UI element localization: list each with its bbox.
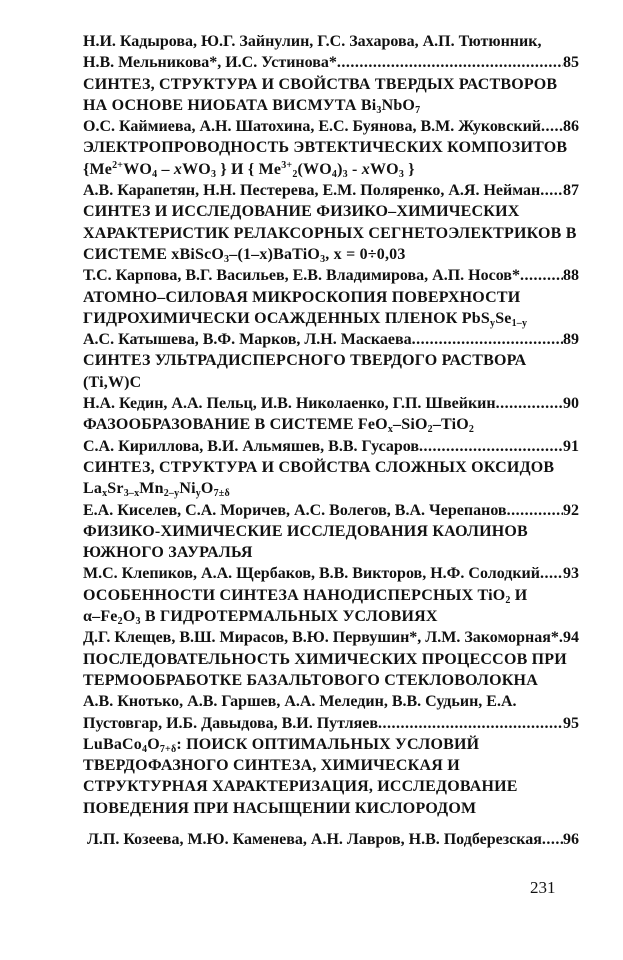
subscript: 4 <box>142 743 148 755</box>
title-segment: , x = 0÷0,03 <box>325 245 406 263</box>
title-segment: ТВЕРДОФАЗНОГО СИНТЕЗА, ХИМИЧЕСКАЯ И <box>83 757 460 775</box>
subscript: 3 <box>135 616 141 628</box>
subscript: 3 <box>376 104 382 116</box>
title-segment: СИНТЕЗ УЛЬТРАДИСПЕРСНОГО ТВЕРДОГО РАСТВОРА <box>83 352 527 370</box>
entry-title-line <box>83 201 579 222</box>
title-segment: – <box>157 160 174 178</box>
title-segment: } <box>404 160 415 178</box>
title-segment: ФАЗООБРАЗОВАНИЕ В СИСТЕМЕ FeO <box>83 416 388 434</box>
entry-title-line <box>83 798 579 819</box>
entry-title-line <box>83 649 579 670</box>
page-ref: 96 <box>563 830 579 848</box>
dot-leader <box>542 829 563 850</box>
title-text <box>83 649 567 670</box>
dot-leader <box>337 52 563 73</box>
title-segment: СИНТЕЗ, СТРУКТУРА И СВОЙСТВА ТВЕРДЫХ РАСТВОРОВ <box>83 75 558 93</box>
entry-title-line <box>83 734 579 755</box>
title-text <box>83 478 230 499</box>
entry-title-line <box>83 585 579 606</box>
title-segment: ХАРАКТЕРИСТИК РЕЛАКСОРНЫХ СЕГНЕТОЭЛЕКТРИКОВ В <box>83 224 577 242</box>
page-ref: 94 <box>563 629 579 647</box>
dot-leader <box>496 393 563 414</box>
title-text <box>83 201 520 222</box>
entry-title-line <box>83 223 579 244</box>
entry-title-line <box>83 350 579 371</box>
title-text <box>83 755 460 776</box>
title-text <box>83 223 577 244</box>
title-segment: –SiO <box>393 416 428 434</box>
title-segment: НА ОСНОВЕ НИОБАТА ВИСМУТА Bi <box>83 96 377 114</box>
title-segment: O <box>200 480 214 498</box>
title-text <box>83 350 526 371</box>
page-ref: 90 <box>563 395 579 413</box>
entry-authors-line <box>83 713 579 734</box>
title-text <box>83 457 554 478</box>
title-segment: α–Fe <box>83 608 118 626</box>
subscript: 2 <box>117 616 123 628</box>
authors-text: О.С. Каймиева, А.Н. Шатохина, Е.С. Буянова, В.М. Жуковский <box>83 118 542 136</box>
entry-authors-line <box>83 627 579 648</box>
title-segment: O <box>122 608 136 626</box>
title-segment: В ГИДРОТЕРМАЛЬНЫХ УСЛОВИЯХ <box>140 608 438 626</box>
authors-text: А.С. Катышева, В.Ф. Марков, Л.Н. Маскаева <box>83 331 412 349</box>
title-segment: WO <box>369 160 399 178</box>
subscript: 3 <box>398 168 405 180</box>
entry-authors-line <box>83 691 579 712</box>
toc-entry <box>83 649 579 734</box>
title-text <box>83 74 557 95</box>
authors-text: М.С. Клепиков, А.А. Щербаков, В.В. Викторов, Н.Ф. Солодкий <box>83 565 540 583</box>
toc-entry <box>83 734 579 850</box>
subscript: 4 <box>331 168 338 180</box>
title-text <box>83 372 141 393</box>
toc-entry <box>83 521 579 585</box>
toc-entry <box>83 414 579 457</box>
subscript: y <box>489 317 496 329</box>
entry-title-line <box>83 244 579 265</box>
title-text <box>83 606 438 627</box>
italic-variable: x <box>173 160 183 178</box>
entry-title-line <box>83 308 579 329</box>
entry-title-line <box>83 287 579 308</box>
title-segment: LuBaCo <box>83 735 142 753</box>
title-segment: Mn <box>139 480 164 498</box>
entry-authors-line <box>83 329 579 350</box>
title-segment: ЭЛЕКТРОПРОВОДНОСТЬ ЭВТЕКТИЧЕСКИХ КОМПОЗИТОВ <box>83 139 568 157</box>
entry-authors-line <box>83 563 579 584</box>
title-segment: ПОСЛЕДОВАТЕЛЬНОСТЬ ХИМИЧЕСКИХ ПРОЦЕССОВ ПРИ <box>83 650 567 668</box>
entry-title-line <box>83 670 579 691</box>
dot-leader <box>412 329 563 350</box>
dot-leader <box>378 713 563 734</box>
toc-entry <box>83 287 579 351</box>
subscript: 3 <box>224 253 230 265</box>
subscript: 3 <box>320 253 326 265</box>
subscript: y <box>195 488 201 500</box>
subscript: x <box>102 488 108 500</box>
dot-leader <box>541 116 563 137</box>
entry-authors-line <box>87 829 579 850</box>
entry-title-line <box>83 95 579 116</box>
authors-text: Е.А. Киселев, С.А. Моричев, А.С. Волегов, В.А. Черепанов <box>83 501 507 519</box>
dot-leader <box>520 265 563 286</box>
subscript: 4 <box>152 168 158 180</box>
subscript: 2–y <box>163 488 180 500</box>
entry-title-line <box>83 776 579 797</box>
title-text <box>83 414 474 435</box>
title-segment: –TiO <box>432 416 469 434</box>
entry-title-line <box>83 414 579 435</box>
entry-title-line <box>83 542 579 563</box>
title-segment: ) <box>337 160 343 178</box>
page-ref: 95 <box>563 714 579 732</box>
title-text <box>83 670 538 691</box>
entry-title-line <box>83 372 579 393</box>
title-segment: Ni <box>179 480 196 498</box>
entry-authors-line <box>83 436 579 457</box>
toc-entry <box>83 31 579 74</box>
authors-text: Пустовгар, И.Б. Давыдова, В.И. Путляев <box>83 714 379 732</box>
title-segment: WO <box>123 160 153 178</box>
entry-authors-line <box>83 52 579 73</box>
toc-entry <box>83 585 579 649</box>
entry-title-line <box>83 74 579 95</box>
title-text <box>83 776 518 797</box>
title-text <box>83 244 406 265</box>
title-segment: ПОВЕДЕНИЯ ПРИ НАСЫЩЕНИИ КИСЛОРОДОМ <box>83 799 477 817</box>
title-segment: ОСОБЕННОСТИ СИНТЕЗА НАНОДИСПЕРСНЫХ TiO <box>83 586 506 604</box>
entry-authors-line <box>83 265 579 286</box>
subscript: 3–x <box>123 488 140 500</box>
title-segment: O <box>147 735 160 753</box>
subscript: 3 <box>210 168 217 180</box>
authors-text: Н.А. Кедин, А.А. Пельц, И.В. Николаенко, Г.П. Швейкин <box>83 395 496 413</box>
authors-text: Л.П. Козеева, М.Ю. Каменева, А.Н. Лавров, Н.В. Подберезская <box>87 830 542 848</box>
title-segment: ФИЗИКО-ХИМИЧЕСКИЕ ИССЛЕДОВАНИЯ КАОЛИНОВ <box>83 522 528 540</box>
toc-entry <box>83 137 579 201</box>
title-text <box>83 137 567 158</box>
title-segment: La <box>83 480 103 498</box>
title-segment: (WO <box>297 160 332 178</box>
authors-text: Н.В. Мельникова*, И.С. Устинова* <box>83 54 337 72</box>
toc-entry <box>83 74 579 138</box>
title-text <box>83 159 415 180</box>
title-text <box>83 542 253 563</box>
title-segment: NbO <box>381 96 416 114</box>
entry-title-line <box>83 606 579 627</box>
toc-entry <box>83 201 579 286</box>
dot-leader <box>507 500 563 521</box>
title-segment: АТОМНО–СИЛОВАЯ МИКРОСКОПИЯ ПОВЕРХНОСТИ <box>83 288 521 306</box>
title-segment: ЮЖНОГО ЗАУРАЛЬЯ <box>83 544 253 562</box>
title-segment: } И { Me <box>216 160 282 178</box>
page-ref: 89 <box>563 331 579 349</box>
title-segment: СТРУКТУРНАЯ ХАРАКТЕРИЗАЦИЯ, ИССЛЕДОВАНИЕ <box>83 778 518 796</box>
title-text <box>83 585 527 606</box>
entry-title-line <box>83 521 579 542</box>
authors-text: Т.С. Карпова, В.Г. Васильев, Е.В. Владимирова, А.П. Носов* <box>83 267 520 285</box>
entry-authors-line <box>83 393 579 414</box>
dot-leader <box>540 563 563 584</box>
subscript: 2 <box>427 424 433 436</box>
subscript: x <box>387 424 394 436</box>
title-segment: Sr <box>107 480 124 498</box>
title-segment: {Me <box>83 160 113 178</box>
superscript: 3+ <box>281 159 293 171</box>
entry-authors-line <box>83 31 579 52</box>
page-number: 231 <box>530 878 556 897</box>
title-segment: : ПОИСК ОПТИМАЛЬНЫХ УСЛОВИЙ <box>176 735 480 753</box>
title-segment: СИНТЕЗ И ИССЛЕДОВАНИЕ ФИЗИКО–ХИМИЧЕСКИХ <box>83 203 520 221</box>
entry-authors-line <box>83 180 579 201</box>
page-ref: 92 <box>563 501 579 519</box>
title-segment: ТЕРМООБРАБОТКЕ БАЗАЛЬТОВОГО СТЕКЛОВОЛОКНА <box>83 671 538 689</box>
title-segment: ГИДРОХИМИЧЕСКИ ОСАЖДЕННЫХ ПЛЕНОК PbS <box>83 309 490 327</box>
subscript: 2 <box>292 168 298 180</box>
title-text <box>83 95 420 116</box>
subscript: 7 <box>415 104 421 116</box>
title-segment: СИСТЕМЕ xBiScO <box>83 245 225 263</box>
toc-entry <box>83 350 579 414</box>
superscript: 2+ <box>112 159 124 171</box>
authors-text: Н.И. Кадырова, Ю.Г. Зайнулин, Г.С. Захарова, А.П. Тютюнник, <box>83 33 542 50</box>
authors-text: А.В. Карапетян, Н.Н. Пестерева, Е.М. Поляренко, А.Я. Нейман <box>83 182 541 200</box>
title-text <box>83 734 479 755</box>
title-text <box>83 287 520 308</box>
page-ref: 87 <box>563 182 579 200</box>
subscript: 3 <box>342 168 348 180</box>
entry-title-line <box>83 457 579 478</box>
authors-text: Д.Г. Клещев, В.Ш. Мирасов, В.Ю. Первушин*, Л.М. Закоморная* <box>83 629 559 647</box>
subscript: 2 <box>505 594 511 606</box>
page-ref: 93 <box>563 565 579 583</box>
subscript: 7±δ <box>213 488 230 500</box>
entry-authors-line <box>83 116 579 137</box>
entry-title-line <box>83 755 579 776</box>
entry-title-line <box>83 159 579 180</box>
subscript: 7+δ <box>159 743 177 755</box>
title-segment: Se <box>495 309 512 327</box>
page-ref: 85 <box>563 54 579 72</box>
page-ref: 91 <box>563 437 579 455</box>
title-segment: - <box>347 160 362 178</box>
authors-text: С.А. Кириллова, В.И. Альмяшев, В.В. Гусаров <box>83 437 420 455</box>
page-ref: 88 <box>563 267 579 285</box>
entry-title-line <box>83 478 579 499</box>
dot-leader <box>540 180 563 201</box>
title-segment: СИНТЕЗ, СТРУКТУРА И СВОЙСТВА СЛОЖНЫХ ОКСИДОВ <box>83 458 555 476</box>
table-of-contents <box>83 31 579 850</box>
entry-authors-line <box>83 500 579 521</box>
title-segment: (Ti,W)C <box>83 373 142 391</box>
entry-title-line <box>83 137 579 158</box>
dot-leader <box>419 436 563 457</box>
title-text <box>83 798 476 819</box>
subscript: 2 <box>468 424 475 436</box>
title-segment: И <box>510 586 528 604</box>
title-text <box>83 308 527 329</box>
authors-text: А.В. Кнотько, А.В. Гаршев, А.А. Меледин, В.В. Судьин, Е.А. <box>83 693 517 711</box>
subscript: 1–y <box>511 317 528 329</box>
italic-variable: x <box>361 160 370 178</box>
toc-entry <box>83 457 579 521</box>
title-text <box>83 521 528 542</box>
title-segment: –(1–x)BaTiO <box>229 245 321 263</box>
title-segment: WO <box>182 160 211 178</box>
page-ref: 86 <box>563 118 579 136</box>
